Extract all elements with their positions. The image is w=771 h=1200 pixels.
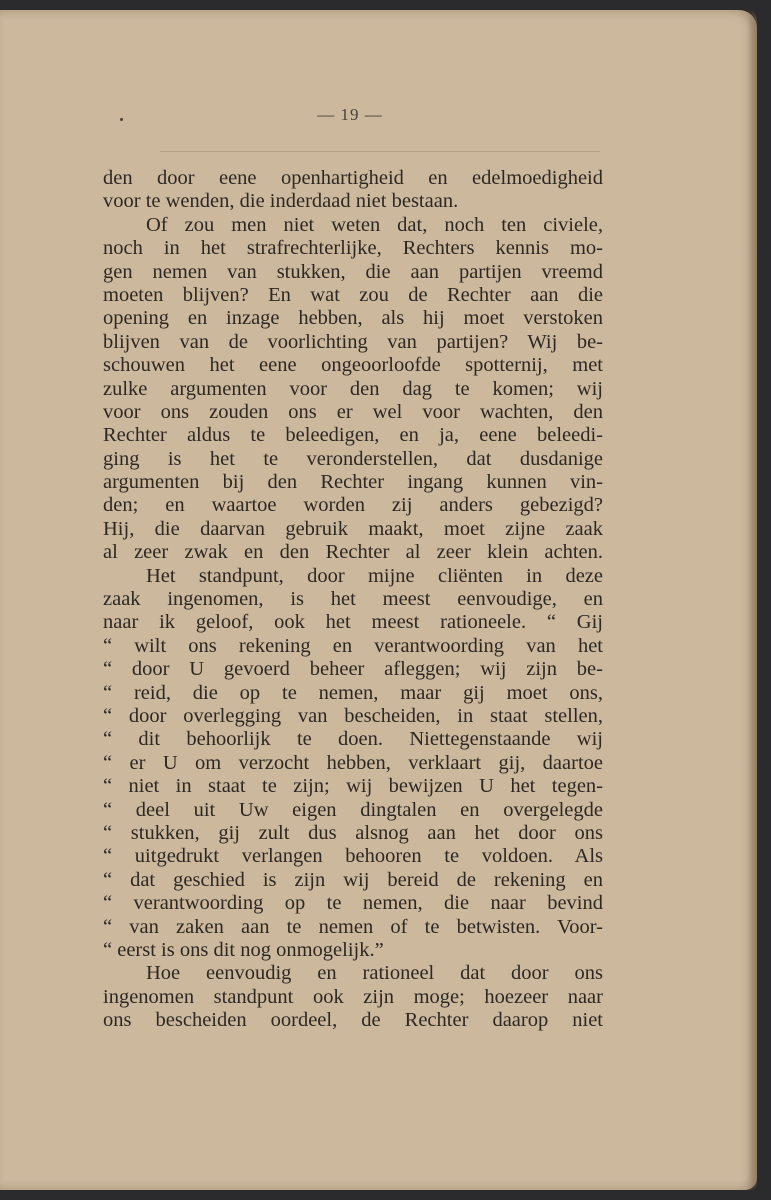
text-line: ons bescheiden oordeel, de Rechter daarop niet xyxy=(103,1009,603,1032)
text-line: “ verantwoording op te nemen, die naar bevind xyxy=(103,892,603,915)
text-line: “ dit behoorlijk te doen. Niettegenstaande wij xyxy=(103,728,603,751)
text-line: “ niet in staat te zijn; wij bewijzen U het tegen- xyxy=(103,775,603,798)
text-line: moeten blijven? En wat zou de Rechter aan die xyxy=(103,283,603,306)
text-line: “ van zaken aan te nemen of te betwisten. Voor- xyxy=(103,915,603,938)
text-line: “ dat geschied is zijn wij bereid de rekening en xyxy=(103,868,603,891)
text-line: opening en inzage hebben, als hij moet verstoken xyxy=(103,307,603,330)
text-line: den door eene openhartigheid en edelmoedigheid xyxy=(103,167,603,189)
page-edge xyxy=(747,10,757,1190)
text-line: “ reid, die op te nemen, maar gij moet ons, xyxy=(103,681,603,704)
text-line: “ door U gevoerd beheer afleggen; wij zijn be- xyxy=(103,658,603,681)
text-line: “ wilt ons rekening en verantwoording van het xyxy=(103,634,603,657)
text-line: Of zou men niet weten dat, noch ten civiele, xyxy=(146,213,603,236)
text-line: zulke argumenten voor den dag te komen; wij xyxy=(103,377,603,400)
text-line: schouwen het eene ongeoorloofde spotternij, met xyxy=(103,354,603,377)
text-line: gen nemen van stukken, die aan partijen vreemd xyxy=(103,260,603,283)
text-line: zaak ingenomen, is het meest eenvoudige, en xyxy=(103,588,603,611)
text-line: “ deel uit Uw eigen dingtalen en overgelegde xyxy=(103,798,603,821)
text-line: ingenomen standpunt ook zijn moge; hoezeer naar xyxy=(103,985,603,1008)
text-line: “ er U om verzocht hebben, verklaart gij, daartoe xyxy=(103,751,603,774)
body-text xyxy=(103,167,603,1032)
text-line: al zeer zwak en den Rechter al zeer klein achten. xyxy=(103,541,603,564)
text-line: Rechter aldus te beleedigen, en ja, eene beleedi- xyxy=(103,424,603,447)
text-line: voor te wenden, die inderdaad niet bestaan. xyxy=(103,190,459,213)
page-number: — 19 — xyxy=(317,105,383,124)
text-line: Hij, die daarvan gebruik maakt, moet zijne zaak xyxy=(103,517,603,540)
text-line: “ uitgedrukt verlangen behooren te voldoen. Als xyxy=(103,845,603,868)
text-line: “ stukken, gij zult dus alsnog aan het door ons xyxy=(103,821,603,844)
book-page xyxy=(0,10,757,1190)
text-line: blijven van de voorlichting van partijen? Wij be- xyxy=(103,330,603,353)
text-line: naar ik geloof, ook het meest rationeele. “ Gij xyxy=(103,611,603,634)
text-line: “ eerst is ons dit nog onmogelijk.” xyxy=(103,938,384,961)
text-line: Hoe eenvoudig en rationeel dat door ons xyxy=(146,962,603,985)
header-rule xyxy=(160,151,600,152)
text-line: noch in het strafrechterlijke, Rechters kennis mo- xyxy=(103,237,603,260)
text-line: ging is het te veronderstellen, dat dusdanige xyxy=(103,447,603,470)
text-line: den; en waartoe worden zij anders gebezigd? xyxy=(103,494,603,517)
text-line: voor ons zouden ons er wel voor wachten, den xyxy=(103,400,603,423)
text-line: argumenten bij den Rechter ingang kunnen vin- xyxy=(103,471,603,494)
text-line: “ door overlegging van bescheiden, in staat stellen, xyxy=(103,704,603,727)
text-line: Het standpunt, door mijne cliënten in deze xyxy=(146,564,603,587)
